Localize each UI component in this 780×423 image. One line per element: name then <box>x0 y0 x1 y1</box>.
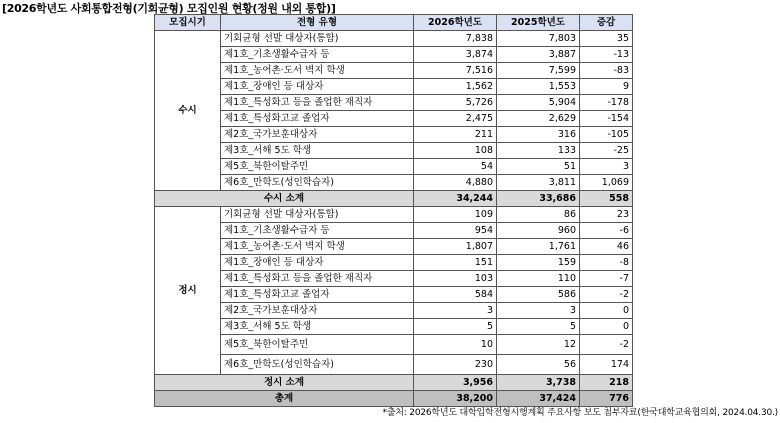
diff-cell: -83 <box>580 63 633 79</box>
type-cell: 제5호_북한이탈주민 <box>221 335 414 355</box>
type-cell: 제3호_서해 5도 학생 <box>221 319 414 335</box>
value-2025-cell: 12 <box>497 335 580 355</box>
table-row <box>155 111 633 127</box>
value-2026-cell: 584 <box>414 287 497 303</box>
diff-cell: -154 <box>580 111 633 127</box>
type-cell: 제1호_특성화고교 졸업자 <box>221 287 414 303</box>
period-cell: 수시 <box>155 31 221 191</box>
value-2025-cell: 5 <box>497 319 580 335</box>
type-cell: 제1호_특성화고 등을 졸업한 재직자 <box>221 95 414 111</box>
value-2026-cell: 5,726 <box>414 95 497 111</box>
value-2025-cell: 7,803 <box>497 31 580 47</box>
table-row <box>155 127 633 143</box>
type-cell: 제6호_만학도(성인학습자) <box>221 175 414 191</box>
table-row <box>155 355 633 375</box>
value-2025-cell: 7,599 <box>497 63 580 79</box>
header-period: 모집시기 <box>155 15 221 31</box>
type-cell: 제1호_장애인 등 대상자 <box>221 255 414 271</box>
diff-cell: -105 <box>580 127 633 143</box>
value-2026-cell: 10 <box>414 335 497 355</box>
value-2026-cell: 954 <box>414 223 497 239</box>
total-label: 총계 <box>155 391 414 407</box>
table-row <box>155 31 633 47</box>
subtotal-2026: 3,956 <box>414 375 497 391</box>
value-2026-cell: 7,838 <box>414 31 497 47</box>
value-2025-cell: 3,811 <box>497 175 580 191</box>
header-diff: 증감 <box>580 15 633 31</box>
type-cell: 기회균형 선발 대상자(통합) <box>221 31 414 47</box>
diff-cell: 3 <box>580 159 633 175</box>
table-row <box>155 47 633 63</box>
value-2026-cell: 3,874 <box>414 47 497 63</box>
header-2026: 2026학년도 <box>414 15 497 31</box>
type-cell: 제1호_장애인 등 대상자 <box>221 79 414 95</box>
table-row <box>155 79 633 95</box>
type-cell: 제1호_농어촌·도서 벽지 학생 <box>221 239 414 255</box>
value-2026-cell: 5 <box>414 319 497 335</box>
source-note: *출처: 2026학년도 대학입학전형시행계획 주요사항 보도 첨부자료(한국대학교육협의회, 2024.04.30.) <box>382 408 778 418</box>
type-cell: 기회균형 선발 대상자(통합) <box>221 207 414 223</box>
table-row <box>155 175 633 191</box>
value-2025-cell: 3 <box>497 303 580 319</box>
value-2026-cell: 3 <box>414 303 497 319</box>
value-2025-cell: 3,887 <box>497 47 580 63</box>
value-2025-cell: 51 <box>497 159 580 175</box>
diff-cell: 35 <box>580 31 633 47</box>
table-row <box>155 223 633 239</box>
subtotal-label: 수시 소계 <box>155 191 414 207</box>
subtotal-2025: 3,738 <box>497 375 580 391</box>
type-cell: 제1호_특성화고교 졸업자 <box>221 111 414 127</box>
diff-cell: -8 <box>580 255 633 271</box>
diff-cell: 1,069 <box>580 175 633 191</box>
table-row <box>155 255 633 271</box>
subtotal-row <box>155 375 633 391</box>
total-2026: 38,200 <box>414 391 497 407</box>
table-row <box>155 287 633 303</box>
value-2025-cell: 159 <box>497 255 580 271</box>
table-row <box>155 303 633 319</box>
value-2025-cell: 56 <box>497 355 580 375</box>
type-cell: 제2호_국가보훈대상자 <box>221 127 414 143</box>
table-row <box>155 319 633 335</box>
subtotal-diff: 218 <box>580 375 633 391</box>
type-cell: 제1호_농어촌·도서 벽지 학생 <box>221 63 414 79</box>
value-2025-cell: 586 <box>497 287 580 303</box>
table-row <box>155 271 633 287</box>
value-2026-cell: 7,516 <box>414 63 497 79</box>
diff-cell: 9 <box>580 79 633 95</box>
table-row <box>155 143 633 159</box>
header-2025: 2025학년도 <box>497 15 580 31</box>
value-2026-cell: 151 <box>414 255 497 271</box>
diff-cell: -25 <box>580 143 633 159</box>
admissions-table <box>154 14 633 407</box>
value-2026-cell: 54 <box>414 159 497 175</box>
diff-cell: 23 <box>580 207 633 223</box>
type-cell: 제1호_기초생활수급자 등 <box>221 223 414 239</box>
diff-cell: -2 <box>580 287 633 303</box>
table-row <box>155 159 633 175</box>
value-2025-cell: 2,629 <box>497 111 580 127</box>
header-row <box>155 15 633 31</box>
diff-cell: -6 <box>580 223 633 239</box>
diff-cell: 46 <box>580 239 633 255</box>
diff-cell: 174 <box>580 355 633 375</box>
value-2026-cell: 211 <box>414 127 497 143</box>
diff-cell: -7 <box>580 271 633 287</box>
value-2026-cell: 2,475 <box>414 111 497 127</box>
type-cell: 제1호_특성화고 등을 졸업한 재직자 <box>221 271 414 287</box>
diff-cell: -13 <box>580 47 633 63</box>
type-cell: 제3호_서해 5도 학생 <box>221 143 414 159</box>
value-2026-cell: 108 <box>414 143 497 159</box>
value-2026-cell: 109 <box>414 207 497 223</box>
type-cell: 제6호_만학도(성인학습자) <box>221 355 414 375</box>
value-2025-cell: 110 <box>497 271 580 287</box>
value-2025-cell: 86 <box>497 207 580 223</box>
diff-cell: 0 <box>580 303 633 319</box>
table-row <box>155 239 633 255</box>
type-cell: 제5호_북한이탈주민 <box>221 159 414 175</box>
total-diff: 776 <box>580 391 633 407</box>
table-body <box>155 31 633 407</box>
table-row <box>155 63 633 79</box>
diff-cell: 0 <box>580 319 633 335</box>
subtotal-2025: 33,686 <box>497 191 580 207</box>
subtotal-row <box>155 191 633 207</box>
subtotal-label: 정시 소계 <box>155 375 414 391</box>
value-2025-cell: 133 <box>497 143 580 159</box>
value-2025-cell: 1,553 <box>497 79 580 95</box>
period-cell: 정시 <box>155 207 221 375</box>
value-2026-cell: 1,562 <box>414 79 497 95</box>
diff-cell: -178 <box>580 95 633 111</box>
document-title: [2026학년도 사회통합전형(기회균형) 모집인원 현황(정원 내외 통합)] <box>2 2 336 15</box>
value-2025-cell: 5,904 <box>497 95 580 111</box>
table-row <box>155 207 633 223</box>
table-row <box>155 335 633 355</box>
table-row <box>155 95 633 111</box>
value-2026-cell: 103 <box>414 271 497 287</box>
value-2025-cell: 960 <box>497 223 580 239</box>
value-2026-cell: 4,880 <box>414 175 497 191</box>
subtotal-2026: 34,244 <box>414 191 497 207</box>
subtotal-diff: 558 <box>580 191 633 207</box>
value-2025-cell: 316 <box>497 127 580 143</box>
value-2025-cell: 1,761 <box>497 239 580 255</box>
value-2026-cell: 230 <box>414 355 497 375</box>
type-cell: 제1호_기초생활수급자 등 <box>221 47 414 63</box>
value-2026-cell: 1,807 <box>414 239 497 255</box>
header-type: 전형 유형 <box>221 15 414 31</box>
total-2025: 37,424 <box>497 391 580 407</box>
type-cell: 제2호_국가보훈대상자 <box>221 303 414 319</box>
diff-cell: -2 <box>580 335 633 355</box>
